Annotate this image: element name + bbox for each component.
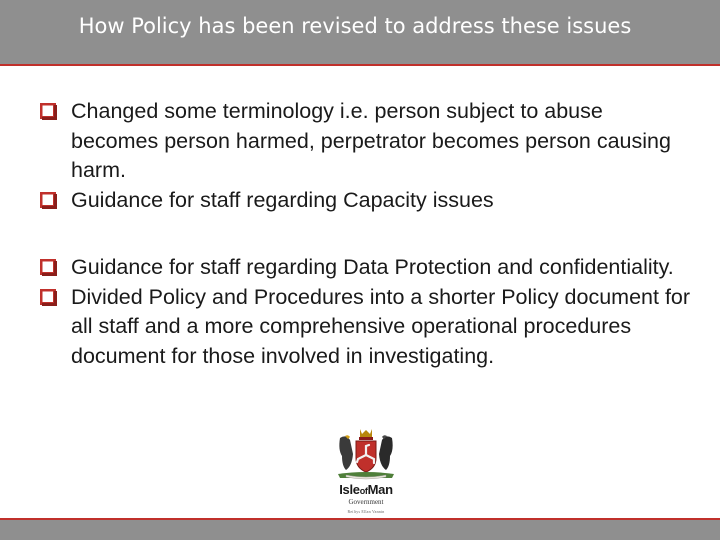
coat-of-arms-icon <box>330 426 402 480</box>
bullet-item <box>56 283 696 372</box>
bullet-list <box>56 97 696 371</box>
isle-of-man-government-logo <box>326 424 406 516</box>
checkbox-bullet-icon <box>40 259 57 276</box>
checkbox-bullet-icon <box>40 103 57 120</box>
bullet-text: Divided Policy and Procedures into a shorter Policy document for all staff and a more comprehensive operational procedures document for those involved in investigating. <box>71 284 691 368</box>
slide-title: How Policy has been revised to address these issues <box>78 14 632 38</box>
checkbox-bullet-icon <box>40 192 57 209</box>
footer-bar <box>0 520 720 540</box>
logo-wordmark: IsleofMan <box>339 482 393 497</box>
bullet-item <box>56 186 696 216</box>
bullet-text: Changed some terminology i.e. person subject to abuse becomes person harmed, perpetrator becomes person causing harm. <box>71 99 671 182</box>
checkbox-bullet-icon <box>40 289 57 306</box>
bullet-text: Guidance for staff regarding Data Protection and confidentiality. <box>71 255 674 279</box>
title-divider <box>0 64 720 66</box>
list-spacer <box>56 215 696 253</box>
logo-subtitle: Government <box>348 498 384 506</box>
logo-motto: Reiltys Ellan Vannin <box>347 509 385 514</box>
bullet-item <box>56 97 696 186</box>
bullet-text: Guidance for staff regarding Capacity issues <box>71 187 494 212</box>
bullet-item <box>56 253 696 283</box>
